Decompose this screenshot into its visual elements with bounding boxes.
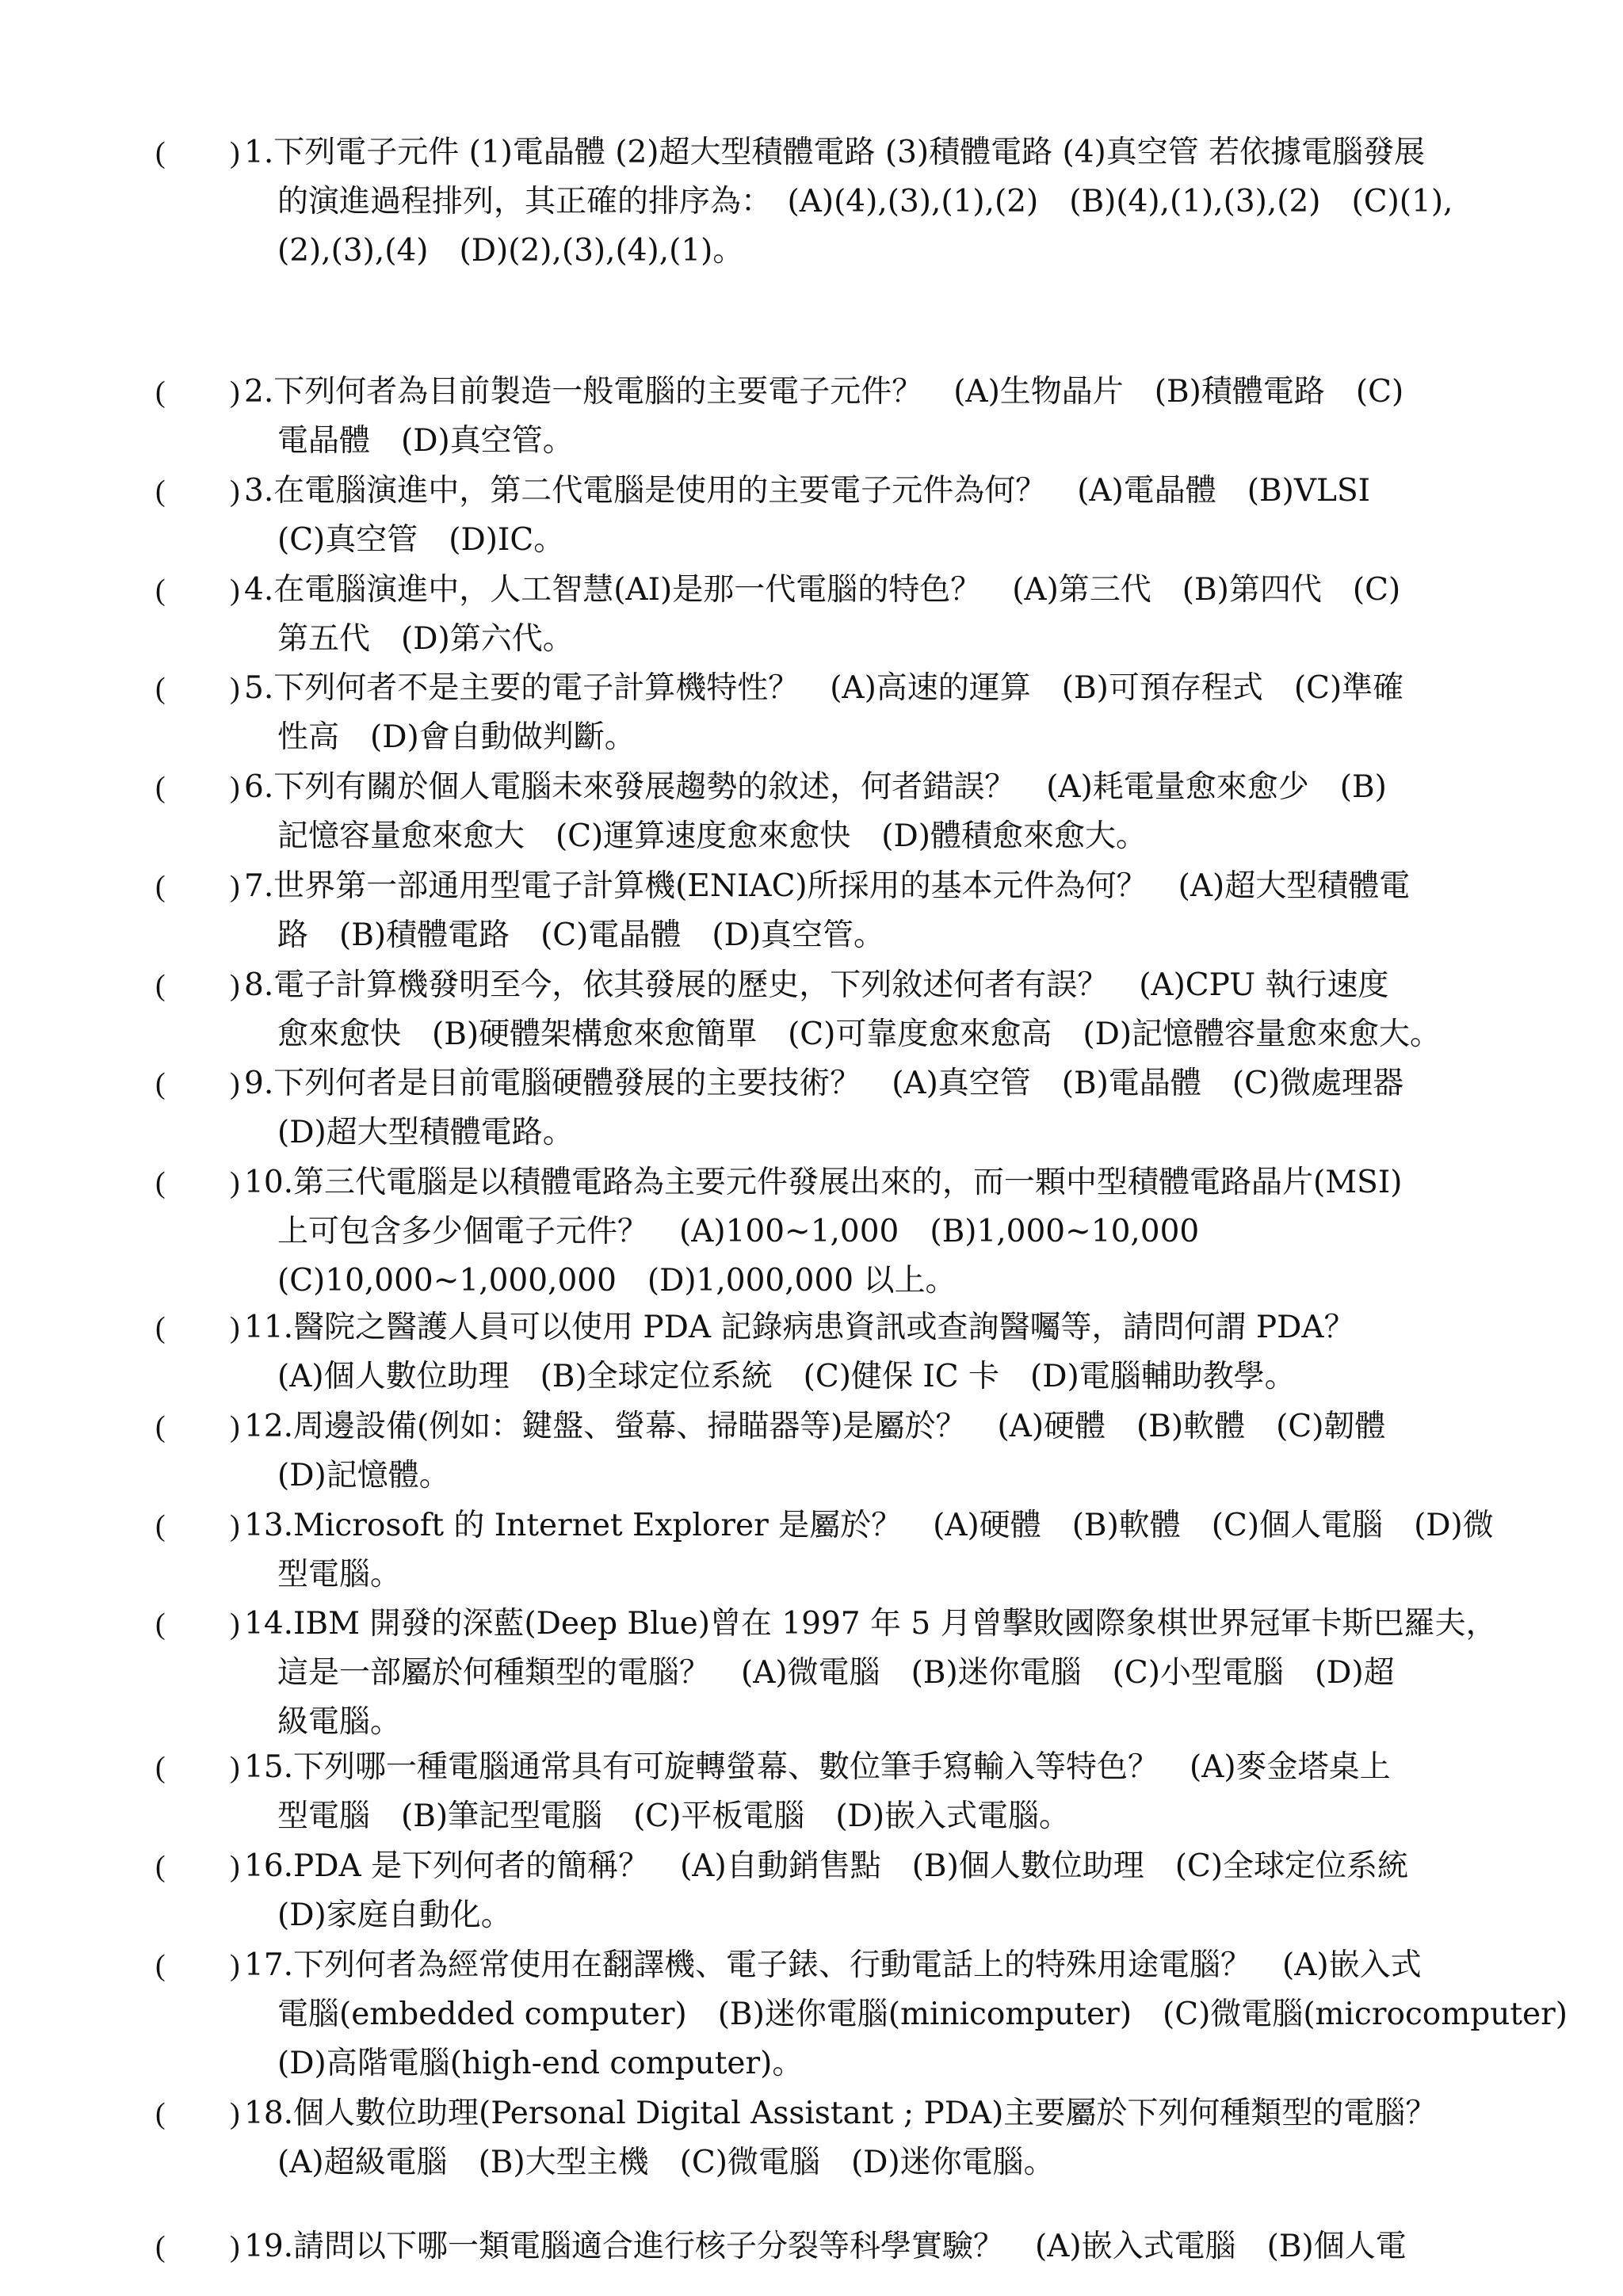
question-continuation-line: 型電腦 (B)筆記型電腦 (C)平板電腦 (D)嵌入式電腦。 <box>277 1798 1071 1834</box>
question-line: 19.請問以下哪一類電腦適合進行核子分裂等科學實驗？ (A)嵌入式電腦 (B)個人電 <box>244 2229 1407 2264</box>
question-continuation-line: 性高 (D)會自動做判斷。 <box>277 719 636 755</box>
question-continuation-line: 級電腦。 <box>277 1704 402 1740</box>
answer-blank-close: ) <box>230 870 240 903</box>
answer-blank-open: ( <box>155 870 166 903</box>
question-continuation-line: (2),(3),(4) (D)(2),(3),(4),(1)。 <box>277 233 744 269</box>
answer-blank-open: ( <box>155 1949 166 1982</box>
question-continuation-line: 上可包含多少個電子元件？ (A)100~1,000 (B)1,000~10,000 <box>277 1214 1200 1249</box>
question-text <box>244 2089 1480 2187</box>
question-text <box>244 763 1480 861</box>
question-text <box>244 128 1480 276</box>
answer-blank-open: ( <box>155 136 166 170</box>
question-continuation-line: 這是一部屬於何種類型的電腦？ (A)微電腦 (B)迷你電腦 (C)小型電腦 (D)超 <box>277 1655 1395 1691</box>
answer-blank-close: ) <box>230 1949 240 1982</box>
question-text <box>244 368 1480 466</box>
answer-blank-close: ) <box>230 1166 240 1199</box>
answer-blank-open: ( <box>155 1850 166 1883</box>
answer-blank-open: ( <box>155 376 166 409</box>
answer-blank-open: ( <box>155 1067 166 1100</box>
question-line: 15.下列哪一種電腦通常具有可旋轉螢幕、數位筆手寫輸入等特色？ (A)麥金塔桌上 <box>244 1749 1391 1785</box>
question-continuation-line: 電晶體 (D)真空管。 <box>277 423 574 459</box>
question-continuation-line: 記憶容量愈來愈大 (C)運算速度愈來愈快 (D)體積愈來愈大。 <box>277 818 1147 854</box>
question-text <box>244 664 1480 762</box>
question-line: 3.在電腦演進中，第二代電腦是使用的主要電子元件為何？ (A)電晶體 (B)VLSI <box>244 473 1371 509</box>
question-continuation-line: (A)超級電腦 (B)大型主機 (C)微電腦 (D)迷你電腦。 <box>277 2145 1055 2180</box>
answer-blank-open: ( <box>155 1608 166 1641</box>
question-text <box>244 961 1480 1059</box>
answer-blank-close: ) <box>230 771 240 804</box>
answer-blank-open: ( <box>155 475 166 508</box>
question-continuation-line: 的演進過程排列，其正確的排序為： (A)(4),(3),(1),(2) (B)(4),(1),(3),(2) (C)(1), <box>277 184 1453 219</box>
question-continuation-line: (A)個人數位助理 (B)全球定位系統 (C)健保 IC 卡 (D)電腦輔助教學。 <box>277 1359 1296 1394</box>
answer-blank-close: ) <box>230 574 240 607</box>
question-line: 7.世界第一部通用型電子計算機(ENIAC)所採用的基本元件為何？ (A)超大型積體電 <box>244 868 1411 904</box>
answer-blank-open: ( <box>155 1410 166 1444</box>
question-line: 4.在電腦演進中，人工智慧(AI)是那一代電腦的特色？ (A)第三代 (B)第四代 (C) <box>244 572 1401 608</box>
question-continuation-line: (D)家庭自動化。 <box>277 1897 512 1933</box>
question-continuation-line: 第五代 (D)第六代。 <box>277 621 574 657</box>
answer-blank-close: ) <box>230 1608 240 1641</box>
question-continuation-line: (D)超大型積體電路。 <box>277 1115 574 1150</box>
answer-blank-close: ) <box>230 1509 240 1543</box>
answer-blank-open: ( <box>155 771 166 804</box>
question-line: 12.周邊設備(例如：鍵盤、螢幕、掃瞄器等)是屬於？ (A)硬體 (B)軟體 (C)韌體 <box>244 1409 1386 1444</box>
question-line: 18.個人數位助理(Personal Digital Assistant ; PDA)主要屬於下列何種類型的電腦？ <box>244 2096 1437 2131</box>
question-text <box>244 1059 1480 1158</box>
question-text <box>244 1501 1494 1600</box>
question-text <box>244 1600 1497 1747</box>
question-line: 13.Microsoft 的 Internet Explorer 是屬於？ (A)硬體 (B)軟體 (C)個人電腦 (D)微 <box>244 1508 1494 1543</box>
answer-blank-open: ( <box>155 1751 166 1784</box>
question-continuation-line: 路 (B)積體電路 (C)電晶體 (D)真空管。 <box>277 917 885 953</box>
answer-blank-close: ) <box>230 2230 240 2264</box>
answer-blank-open: ( <box>155 2230 166 2264</box>
answer-blank-open: ( <box>155 2097 166 2130</box>
question-line: 10.第三代電腦是以積體電路為主要元件發展出來的，而一顆中型積體電路晶片(MSI) <box>244 1165 1403 1200</box>
question-continuation-line: (C)10,000~1,000,000 (D)1,000,000 以上。 <box>277 1263 957 1299</box>
question-line: 5.下列何者不是主要的電子計算機特性？ (A)高速的運算 (B)可預存程式 (C)準確 <box>244 670 1404 706</box>
question-line: 2.下列何者為目前製造一般電腦的主要電子元件？ (A)生物晶片 (B)積體電路 (C) <box>244 374 1404 410</box>
question-text <box>244 1842 1480 1940</box>
question-line: 9.下列何者是目前電腦硬體發展的主要技術？ (A)真空管 (B)電晶體 (C)微處理器 <box>244 1066 1404 1101</box>
answer-blank-close: ) <box>230 1311 240 1344</box>
question-text <box>244 862 1480 960</box>
answer-blank-open: ( <box>155 1166 166 1199</box>
question-line: 1.下列電子元件 (1)電晶體 (2)超大型積體電路 (3)積體電路 (4)真空管 若依據電腦發展 <box>244 135 1426 170</box>
answer-blank-close: ) <box>230 1850 240 1883</box>
answer-blank-close: ) <box>230 1751 240 1784</box>
answer-blank-open: ( <box>155 1311 166 1344</box>
answer-blank-open: ( <box>155 574 166 607</box>
question-continuation-line: (D)記憶體。 <box>277 1458 450 1493</box>
answer-blank-open: ( <box>155 1509 166 1543</box>
question-text <box>244 1402 1480 1501</box>
answer-blank-close: ) <box>230 969 240 1002</box>
question-continuation-line: (C)真空管 (D)IC。 <box>277 522 565 558</box>
question-continuation-line: 型電腦。 <box>277 1557 402 1592</box>
question-continuation-line: (D)高階電腦(high-end computer)。 <box>277 2046 804 2081</box>
question-line: 14.IBM 開發的深藍(Deep Blue)曾在 1997 年 5 月曾擊敗國際象棋世界冠軍卡斯巴羅夫， <box>244 1606 1497 1642</box>
answer-blank-open: ( <box>155 969 166 1002</box>
question-line: 11.醫院之醫護人員可以使用 PDA 記錄病患資訊或查詢醫囑等，請問何謂 PDA？ <box>244 1310 1355 1345</box>
question-text <box>244 1158 1480 1306</box>
answer-blank-close: ) <box>230 376 240 409</box>
question-line: 16.PDA 是下列何者的簡稱？ (A)自動銷售點 (B)個人數位助理 (C)全球定位系統 <box>244 1848 1409 1884</box>
question-text <box>244 1303 1480 1402</box>
question-text <box>244 2222 1480 2271</box>
question-text <box>244 1941 1568 2088</box>
question-continuation-line: 電腦(embedded computer) (B)迷你電腦(minicomputer) (C)微電腦(microcomputer) <box>277 1997 1568 2032</box>
question-text <box>244 467 1480 565</box>
answer-blank-close: ) <box>230 672 240 705</box>
question-text <box>244 1743 1480 1841</box>
question-line: 6.下列有關於個人電腦未來發展趨勢的敘述，何者錯誤？ (A)耗電量愈來愈少 (B) <box>244 769 1387 805</box>
question-line: 17.下列何者為經常使用在翻譯機、電子錶、行動電話上的特殊用途電腦？ (A)嵌入式 <box>244 1947 1422 1983</box>
question-text <box>244 566 1480 664</box>
answer-blank-close: ) <box>230 136 240 170</box>
answer-blank-close: ) <box>230 2097 240 2130</box>
question-continuation-line: 愈來愈快 (B)硬體架構愈來愈簡單 (C)可靠度愈來愈高 (D)記憶體容量愈來愈大。 <box>277 1016 1442 1052</box>
question-line: 8.電子計算機發明至今，依其發展的歷史，下列敘述何者有誤？ (A)CPU 執行速度 <box>244 967 1389 1003</box>
answer-blank-close: ) <box>230 1067 240 1100</box>
answer-blank-open: ( <box>155 672 166 705</box>
answer-blank-close: ) <box>230 475 240 508</box>
answer-blank-close: ) <box>230 1410 240 1444</box>
